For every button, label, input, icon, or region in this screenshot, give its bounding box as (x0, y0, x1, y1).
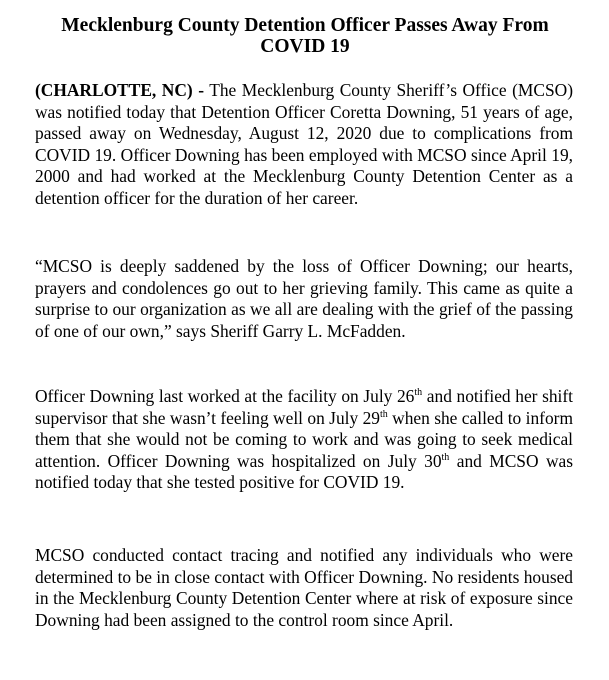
paragraph-contact-tracing: MCSO conducted contact tracing and notified any individuals who were determined to be in close contact with Officer Downing. No residents housed in the Mecklenburg County Detention Center where at risk of exposure since Downing had been assigned to the control room since April. (35, 545, 573, 630)
page-title: Mecklenburg County Detention Officer Passes Away From COVID 19 (61, 15, 549, 57)
ordinal-suffix: th (414, 387, 423, 398)
ordinal-suffix: th (441, 451, 450, 463)
paragraph-quote: “MCSO is deeply saddened by the loss of Officer Downing; our hearts, prayers and condolences go out to her grieving family. This came as quite a surprise to our organization as we all are dealing with the grief of the passing of one of our own,” says Sheriff Garry L. McFadden. (35, 256, 573, 341)
timeline-text-d: and MCSO was notified today that she tested positive for COVID 19. (35, 450, 573, 493)
dateline: (CHARLOTTE, NC) - (35, 80, 205, 100)
timeline-text-a: Officer Downing last worked at the facility on July 26 (35, 386, 415, 406)
paragraph-intro (35, 80, 573, 210)
timeline-text-c: when she called to inform them that she would not be coming to work and was going to seek medical attention. Officer Downing was hospitalized on July 30 (35, 407, 573, 471)
paragraph-timeline (35, 386, 573, 494)
timeline-text-b: and notified her shift supervisor that she wasn’t feeling well on July 29 (35, 386, 574, 428)
ordinal-suffix: th (379, 408, 388, 420)
paragraph-intro-text: The Mecklenburg County Sheriff’s Office (MCSO) was notified today that Detention Officer Coretta Downing, 51 years of age, passed away on Wednesday, August 12, 2020 due to complications from COVID 19. Officer Downing has been employed with MCSO since April 19, 2000 and had worked at the Mecklenburg County Detention Center as a detention officer for the duration of her career. (35, 80, 573, 208)
